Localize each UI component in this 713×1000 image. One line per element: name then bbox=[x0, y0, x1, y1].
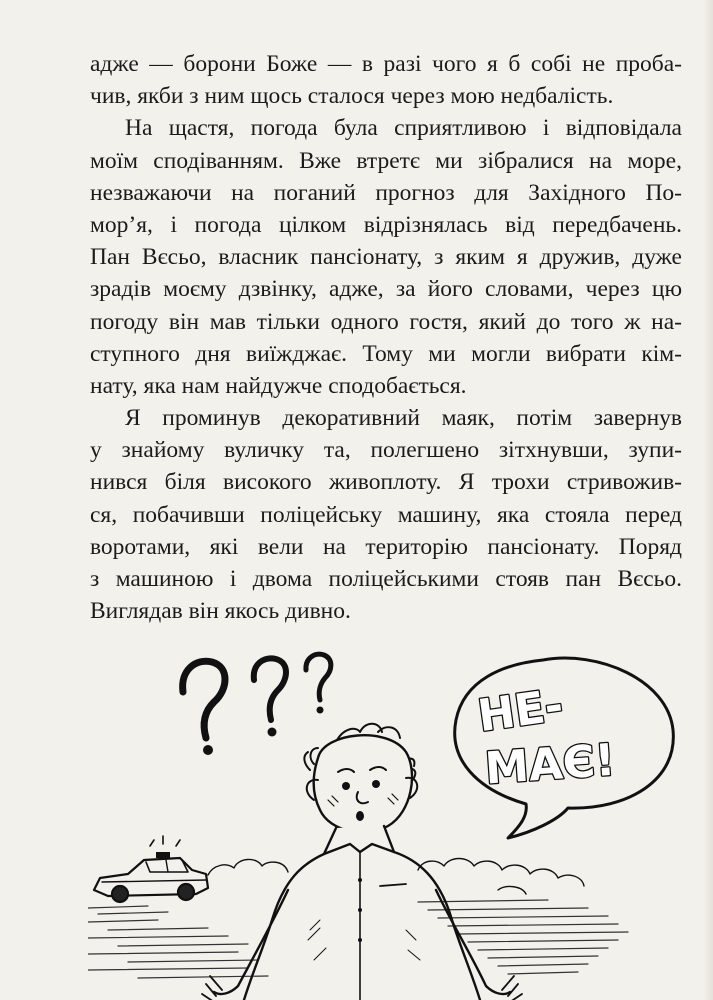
text-line: ся, побачивши поліцейську машину, яка стояла перед bbox=[90, 501, 682, 528]
ground-hatching bbox=[88, 900, 628, 978]
text-line: На щастя, погода була сприятливою і відповідала bbox=[125, 115, 682, 142]
text-line: Я проминув декоративний маяк, потім завернув bbox=[125, 405, 682, 432]
text-line: погоду він мав тільки одного гостя, який до того ж на- bbox=[90, 308, 682, 335]
text-line: зрадів моєму дзвінку, адже, за його словами, через цю bbox=[90, 276, 682, 303]
text-line: з машиною і двома поліцейськими стояв пан Вєсьо. bbox=[90, 566, 682, 592]
text-line: нату, яка нам найдужче сподобається. bbox=[90, 372, 467, 399]
text-line: ступного дня виїжджає. Тому ми могли вибрати кім- bbox=[90, 340, 682, 367]
text-line: мор’я, і погода цілком відрізнялась від передбачень. bbox=[90, 211, 682, 238]
question-mark-icon bbox=[306, 654, 331, 713]
text-line: у знайому вуличку та, полегшено зітхнувши, зупи- bbox=[90, 437, 682, 464]
hedge-bushes bbox=[208, 859, 584, 895]
page-edge bbox=[703, 0, 713, 1000]
bubble-text-line2: МАЄ! bbox=[483, 734, 617, 795]
question-mark-icon bbox=[254, 658, 286, 736]
bubble-text-line1: НЕ- bbox=[474, 679, 567, 743]
body-text bbox=[90, 48, 682, 627]
question-mark-icon bbox=[183, 661, 225, 755]
police-car-icon bbox=[94, 836, 208, 902]
cartoon-illustration bbox=[88, 640, 688, 1000]
text-line: Пан Вєсьо, власник пансіонату, з яким я дружив, дуже bbox=[90, 244, 682, 271]
text-line: Виглядав він якось дивно. bbox=[90, 598, 351, 625]
speech-bubble bbox=[455, 658, 674, 838]
text-line: воротами, які вели на територію пансіонату. Поряд bbox=[90, 533, 682, 560]
text-line: адже — борони Боже — в разі чого я б собі не проба- bbox=[90, 51, 682, 77]
text-line: незважаючи на поганий прогноз для Західного По- bbox=[90, 179, 682, 206]
text-line: моїм сподіванням. Вже втретє ми зібралися на море, bbox=[90, 147, 682, 174]
text-line: чив, якби з ним щось сталося через мою недбалість. bbox=[90, 83, 614, 110]
text-line: нився біля високого живоплоту. Я трохи стривожив- bbox=[90, 469, 682, 496]
